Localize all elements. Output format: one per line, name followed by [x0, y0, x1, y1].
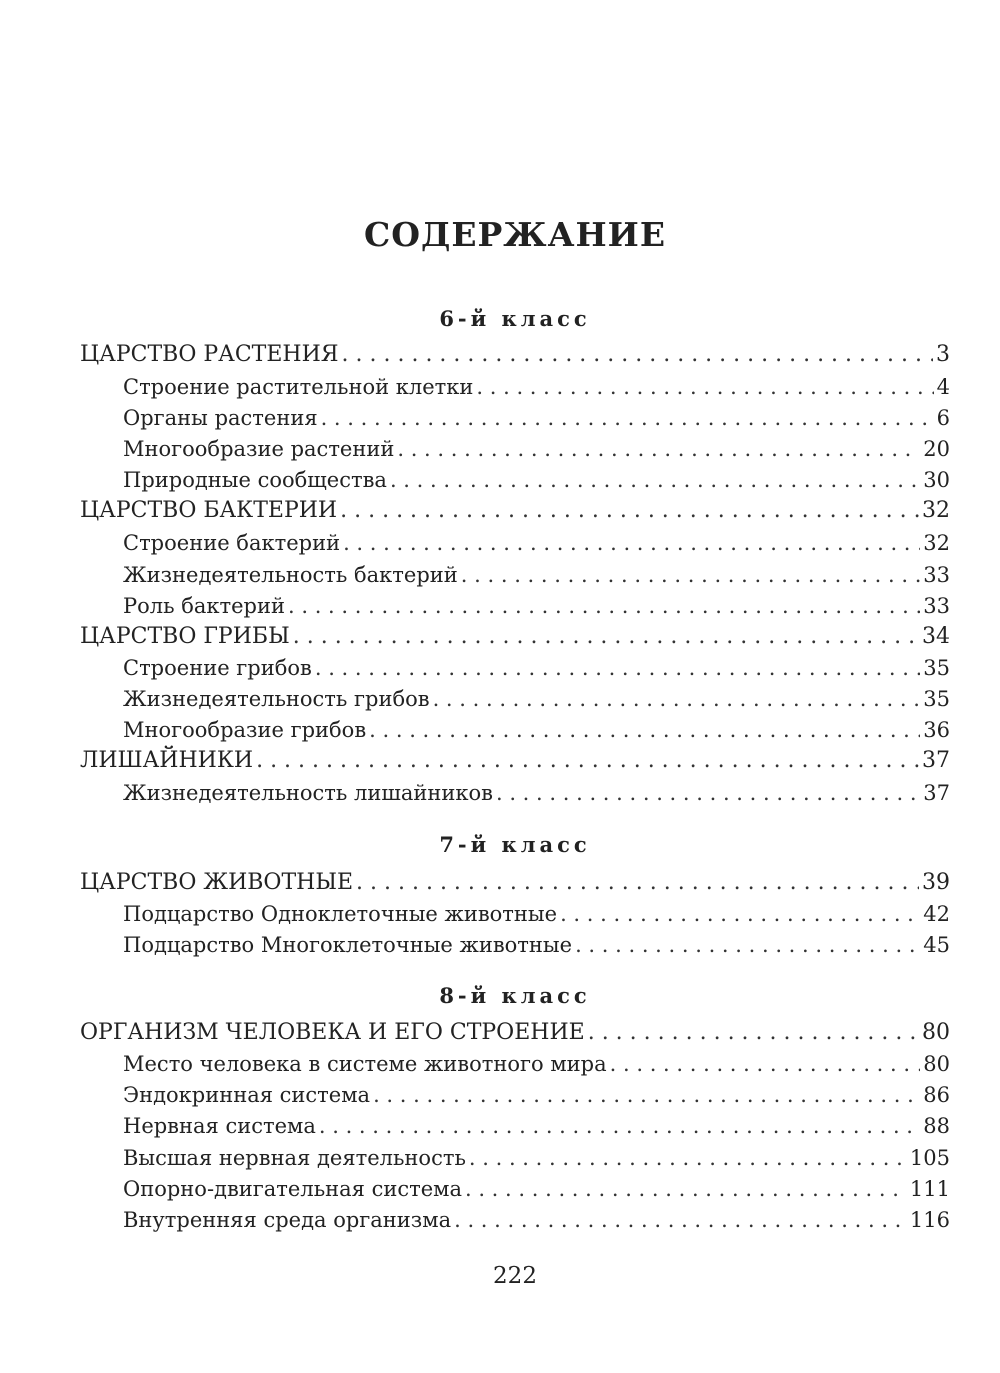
toc-entry-label: ОРГАНИЗМ ЧЕЛОВЕКА И ЕГО СТРОЕНИЕ [80, 1020, 585, 1045]
leader-dots [315, 653, 920, 683]
toc-entry[interactable] [80, 622, 950, 652]
toc-entry-page: 116 [909, 1208, 950, 1232]
toc-entry-label: ЦАРСТВО БАКТЕРИИ [80, 498, 338, 523]
toc-entry-page: 3 [936, 342, 950, 367]
toc-entry[interactable] [123, 653, 950, 683]
toc-entry-page: 33 [923, 594, 950, 618]
toc-entry[interactable] [123, 528, 950, 558]
leader-dots [340, 496, 919, 526]
toc-entry[interactable] [123, 560, 950, 590]
toc-entry-page: 39 [922, 870, 950, 895]
leader-dots [397, 434, 920, 464]
toc-entry[interactable] [123, 465, 950, 495]
toc-entry-label: Подцарство Многоклеточные животные [123, 933, 573, 957]
toc-entry-label: Нервная система [123, 1114, 316, 1138]
toc-entry[interactable] [123, 1111, 950, 1141]
toc-entry-page: 33 [923, 563, 950, 587]
leader-dots [575, 930, 920, 960]
toc-entry[interactable] [80, 340, 950, 370]
toc-entry-label: Природные сообщества [123, 468, 387, 492]
toc-entry-page: 88 [923, 1114, 950, 1138]
leader-dots [454, 1205, 907, 1235]
toc-entry[interactable] [123, 930, 950, 960]
toc-entry-page: 32 [922, 498, 950, 523]
toc-entry-label: ЛИШАЙНИКИ [80, 748, 254, 773]
toc-entry[interactable] [80, 746, 950, 776]
toc-entry-page: 4 [936, 375, 950, 399]
toc-entry[interactable] [80, 496, 950, 526]
leader-dots [610, 1049, 921, 1079]
leader-dots [369, 715, 920, 745]
leader-dots [288, 591, 920, 621]
toc-entry-label: Многообразие растений [123, 437, 395, 461]
section-heading-grade-7: 7-й класс [439, 832, 591, 857]
toc-entry[interactable] [123, 684, 950, 714]
leader-dots [390, 465, 920, 495]
toc-entry-label: Высшая нервная деятельность [123, 1146, 466, 1170]
toc-entry[interactable] [123, 591, 950, 621]
toc-entry-label: Строение грибов [123, 656, 312, 680]
toc-entry-page: 37 [922, 748, 950, 773]
leader-dots [560, 899, 920, 929]
toc-entry-label: Органы растения [123, 406, 318, 430]
toc-entry[interactable] [123, 1080, 950, 1110]
toc-entry-page: 30 [923, 468, 950, 492]
leader-dots [321, 403, 934, 433]
leader-dots [373, 1080, 920, 1110]
page-number: 222 [493, 1263, 537, 1289]
toc-entry-label: Опорно-двигательная система [123, 1177, 462, 1201]
toc-entry[interactable] [123, 1143, 950, 1173]
toc-entry[interactable] [123, 434, 950, 464]
toc-entry-label: Роль бактерий [123, 594, 285, 618]
section-heading-grade-8: 8-й класс [439, 983, 591, 1008]
leader-dots [588, 1018, 919, 1048]
toc-entry-label: Внутренняя среда организма [123, 1208, 452, 1232]
toc-entry-label: Строение растительной клетки [123, 375, 474, 399]
toc-entry[interactable] [80, 1018, 950, 1048]
toc-entry-page: 32 [923, 531, 950, 555]
page-title: СОДЕРЖАНИЕ [363, 215, 666, 254]
toc-entry-page: 86 [923, 1083, 950, 1107]
leader-dots [461, 560, 920, 590]
leader-dots [342, 340, 933, 370]
toc-entry-page: 42 [923, 902, 950, 926]
toc-entry[interactable] [123, 403, 950, 433]
toc-entry-label: ЦАРСТВО ГРИБЫ [80, 624, 290, 649]
toc-entry-label: Жизнедеятельность грибов [123, 687, 430, 711]
toc-entry[interactable] [123, 1049, 950, 1079]
leader-dots [356, 868, 919, 898]
toc-entry[interactable] [123, 778, 950, 808]
toc-entry-label: ЦАРСТВО ЖИВОТНЫЕ [80, 870, 354, 895]
toc-entry-page: 111 [909, 1177, 950, 1201]
toc-entry-page: 34 [922, 624, 950, 649]
leader-dots [319, 1111, 920, 1141]
leader-dots [433, 684, 921, 714]
toc-entry-label: Подцарство Одноклеточные животные [123, 902, 558, 926]
toc-entry-page: 80 [923, 1052, 950, 1076]
toc-entry-page: 35 [923, 656, 950, 680]
leader-dots [293, 622, 919, 652]
toc-entry-page: 20 [923, 437, 950, 461]
toc-entry[interactable] [123, 1174, 950, 1204]
toc-entry[interactable] [123, 899, 950, 929]
toc-entry-label: ЦАРСТВО РАСТЕНИЯ [80, 342, 339, 367]
toc-entry-page: 80 [922, 1020, 950, 1045]
toc-entry[interactable] [123, 1205, 950, 1235]
toc-entry-page: 45 [923, 933, 950, 957]
leader-dots [465, 1174, 907, 1204]
toc-entry-label: Место человека в системе животного мира [123, 1052, 607, 1076]
leader-dots [256, 746, 919, 776]
section-heading-grade-6: 6-й класс [439, 306, 591, 331]
toc-entry-page: 35 [923, 687, 950, 711]
toc-entry-label: Эндокринная система [123, 1083, 371, 1107]
toc-entry-label: Жизнедеятельность лишайников [123, 781, 493, 805]
toc-entry[interactable] [80, 868, 950, 898]
leader-dots [469, 1143, 907, 1173]
toc-entry[interactable] [123, 715, 950, 745]
toc-entry[interactable] [123, 372, 950, 402]
leader-dots [476, 372, 933, 402]
toc-entry-page: 37 [923, 781, 950, 805]
toc-entry-page: 6 [936, 406, 950, 430]
toc-entry-label: Многообразие грибов [123, 718, 367, 742]
toc-entry-label: Строение бактерий [123, 531, 341, 555]
toc-entry-page: 36 [923, 718, 950, 742]
leader-dots [496, 778, 920, 808]
toc-entry-page: 105 [909, 1146, 950, 1170]
leader-dots [343, 528, 920, 558]
toc-entry-label: Жизнедеятельность бактерий [123, 563, 458, 587]
